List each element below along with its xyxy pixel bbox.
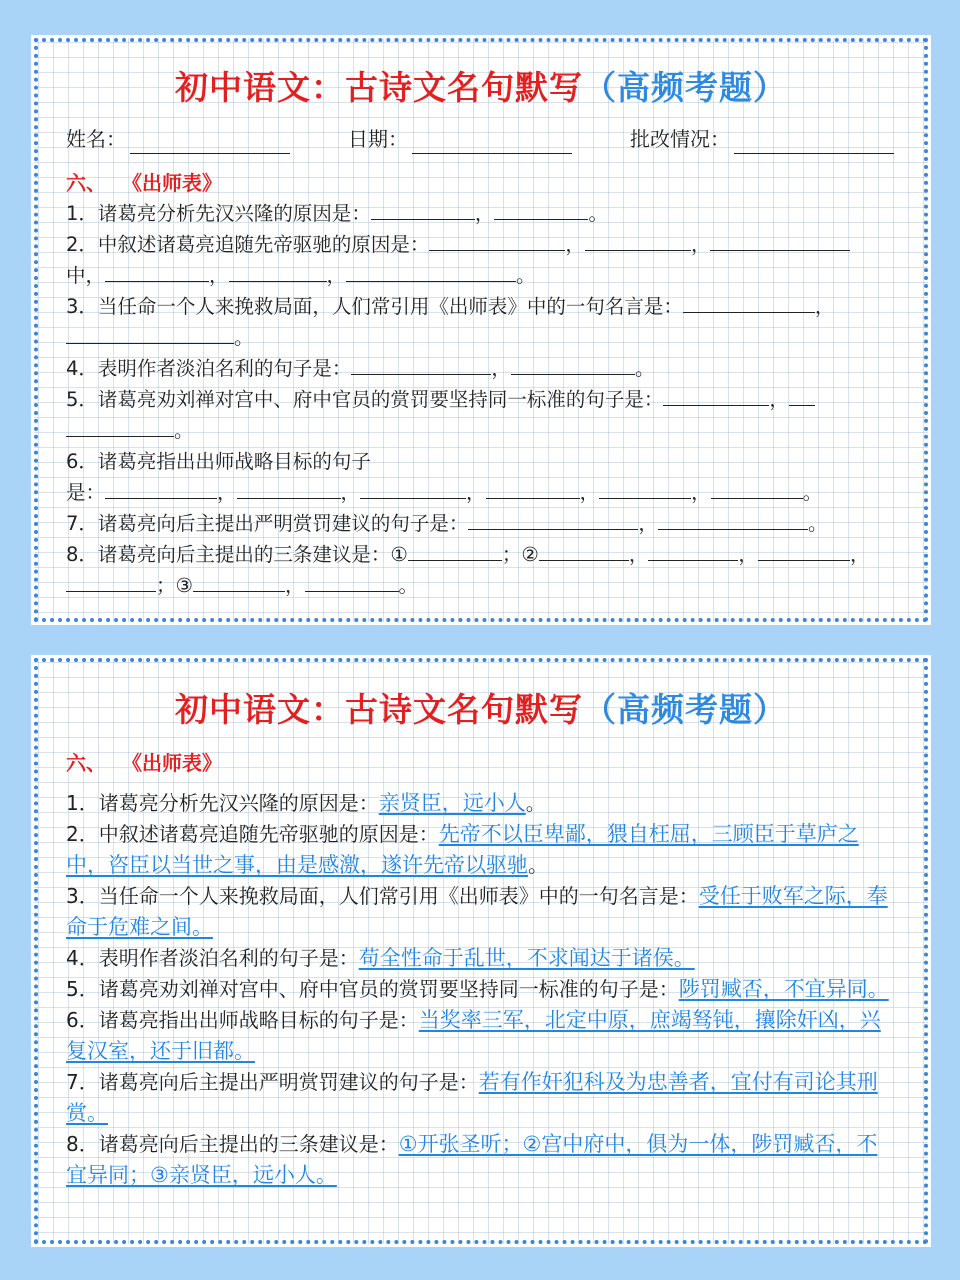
question-text: 7．诸葛亮向后主提出严明赏罚建议的句子是： (66, 1070, 479, 1094)
answer-blank[interactable] (511, 355, 635, 375)
answer-key-card (34, 658, 928, 1244)
review-field[interactable] (630, 124, 894, 154)
comma: ， (769, 388, 789, 411)
section-number: 六、 (66, 751, 106, 775)
answer-blank[interactable] (711, 479, 803, 499)
comma: ， (285, 574, 305, 597)
answer-key-title (66, 686, 896, 734)
student-info-row (66, 124, 896, 154)
answer-blank[interactable] (648, 541, 738, 561)
answer-blank[interactable] (494, 200, 588, 220)
comma: ， (217, 481, 237, 504)
answer-blank[interactable] (105, 479, 217, 499)
question-3 (66, 291, 896, 322)
section-name: 《出师表》 (132, 171, 222, 195)
answer-blank[interactable] (305, 572, 399, 592)
period: 。 (516, 264, 536, 287)
answer-item-7 (66, 1067, 896, 1129)
comma: ， (638, 512, 658, 535)
section-heading (66, 748, 896, 778)
answer-blank[interactable] (229, 262, 327, 282)
question-text: 4．表明作者淡泊名利的句子是： (66, 357, 352, 380)
answer-text: 受任于败军之际，奉命于危难之间。 (66, 884, 888, 939)
marker-3: ③ (175, 574, 193, 597)
period: 。 (525, 791, 546, 815)
comma: ， (579, 481, 600, 504)
period: 。 (588, 202, 608, 225)
date-label: 日期： (348, 127, 408, 151)
answer-blank[interactable] (346, 262, 516, 282)
answer-text: ①开张圣听；②宫中府中，俱为一体，陟罚臧否，不宜异同；③亲贤臣，远小人。 (66, 1132, 878, 1187)
period: 。 (398, 574, 419, 597)
comma: ， (340, 481, 361, 504)
section-heading (66, 168, 896, 198)
answer-blank[interactable] (66, 324, 234, 344)
question-text: 8．诸葛亮向后主提出的三条建议是： (66, 543, 391, 566)
question-text: 5．诸葛亮劝刘禅对宫中、府中官员的赏罚要坚持同一标准的句子是： (66, 977, 679, 1001)
question-text: 8．诸葛亮向后主提出的三条建议是： (66, 1132, 399, 1156)
answer-item-6 (66, 1005, 896, 1067)
answer-blank[interactable] (539, 541, 629, 561)
period: 。 (174, 419, 194, 442)
question-6-cont (66, 477, 896, 508)
answer-blank[interactable] (758, 541, 850, 561)
answer-blank[interactable] (351, 355, 491, 375)
answer-blank[interactable] (429, 231, 565, 251)
question-3-cont (66, 322, 896, 353)
question-text: 中， (66, 264, 106, 287)
answer-blank[interactable] (371, 200, 475, 220)
review-line[interactable] (734, 132, 894, 154)
answer-blank[interactable] (486, 479, 580, 499)
marker-1: ① (390, 543, 408, 566)
answer-blank[interactable] (789, 386, 815, 406)
answer-text: 当奖率三军，北定中原，庶竭驽钝，攘除奸凶，兴复汉室，还于旧都。 (66, 1008, 881, 1063)
comma: ， (849, 543, 870, 566)
answer-item-5 (66, 974, 896, 1005)
answer-text: 亲贤臣，远小人 (378, 791, 526, 815)
answer-blank[interactable] (193, 572, 285, 592)
question-8-cont (66, 570, 896, 601)
answer-blank[interactable] (663, 386, 769, 406)
question-4 (66, 353, 896, 384)
question-text: 3．当任命一个人来挽救局面，人们常引用《出师表》中的一句名言是： (66, 295, 683, 318)
comma: ， (814, 295, 835, 318)
period: 。 (807, 512, 828, 535)
marker-2: ② (521, 543, 539, 566)
answer-blank[interactable] (360, 479, 466, 499)
semicolon: ； (156, 574, 176, 597)
name-label: 姓名： (66, 127, 126, 151)
answer-blank[interactable] (683, 293, 815, 313)
answer-item-4 (66, 943, 896, 974)
section-name: 《出师表》 (132, 751, 222, 775)
question-6 (66, 446, 896, 477)
question-5-cont (66, 415, 896, 446)
question-text: 6．诸葛亮指出出师战略目标的句子是： (66, 1008, 419, 1032)
period: 。 (634, 357, 655, 380)
answer-item-8 (66, 1129, 896, 1191)
comma: ， (565, 233, 585, 256)
question-text: 5．诸葛亮劝刘禅对宫中、府中官员的赏罚要坚持同一标准的句子是： (66, 388, 664, 411)
comma: ， (628, 543, 649, 566)
title-tag: （高频考题） (583, 690, 787, 729)
question-text: 2．中叙述诸葛亮追随先帝驱驰的原因是： (66, 822, 439, 846)
answer-blank[interactable] (408, 541, 502, 561)
answer-blank[interactable] (237, 479, 341, 499)
question-2 (66, 229, 896, 260)
period: 。 (802, 481, 823, 504)
comma: ， (691, 481, 711, 504)
question-text: 2．中叙述诸葛亮追随先帝驱驰的原因是： (66, 233, 430, 256)
worksheet-card (34, 38, 928, 622)
answer-blank[interactable] (105, 262, 209, 282)
question-8 (66, 539, 896, 570)
answer-item-3 (66, 881, 896, 943)
answer-blank[interactable] (585, 231, 691, 251)
answer-text: 若有作奸犯科及为忠善者，宜付有司论其刑赏。 (66, 1070, 878, 1125)
question-7 (66, 508, 896, 539)
answer-blank[interactable] (658, 510, 808, 530)
answer-blank[interactable] (468, 510, 638, 530)
question-2-cont (66, 260, 896, 291)
comma: ， (738, 543, 758, 566)
answer-text: 苟全性命于乱世，不求闻达于诸侯。 (358, 946, 695, 970)
answer-blank[interactable] (66, 417, 174, 437)
title-main: 初中语文：古诗文名句默写 (175, 68, 583, 107)
review-label: 批改情况： (630, 127, 730, 151)
question-5 (66, 384, 896, 415)
date-field[interactable] (348, 124, 572, 154)
period: 。 (528, 853, 548, 877)
question-text: 是： (66, 481, 106, 504)
date-line[interactable] (412, 132, 572, 154)
comma: ， (474, 202, 495, 225)
answer-text: 先帝不以臣卑鄙，猥自枉屈，三顾臣于草庐之中，咨臣以当世之事，由是感激，遂许先帝以驱驰 (66, 822, 859, 877)
answer-blank[interactable] (710, 231, 850, 251)
answer-blank[interactable] (66, 572, 156, 592)
answer-item-1 (66, 788, 896, 819)
question-1 (66, 198, 896, 229)
question-text: 1．诸葛亮分析先汉兴隆的原因是： (66, 791, 379, 815)
comma: ， (491, 357, 511, 380)
title-tag: （高频考题） (583, 68, 787, 107)
section-number: 六、 (66, 171, 106, 195)
name-line[interactable] (130, 132, 290, 154)
question-text: 1．诸葛亮分析先汉兴隆的原因是： (66, 202, 371, 225)
name-field[interactable] (66, 124, 290, 154)
comma: ， (690, 233, 711, 256)
period: 。 (234, 326, 254, 349)
question-text: 7．诸葛亮向后主提出严明赏罚建议的句子是： (66, 512, 469, 535)
question-text: 3．当任命一个人来挽救局面，人们常引用《出师表》中的一句名言是： (66, 884, 699, 908)
semicolon: ； (501, 543, 522, 566)
question-text: 4．表明作者淡泊名利的句子是： (66, 946, 359, 970)
comma: ， (466, 481, 486, 504)
comma: ， (326, 264, 347, 287)
answer-item-2 (66, 819, 896, 881)
title-main: 初中语文：古诗文名句默写 (175, 690, 583, 729)
comma: ， (209, 264, 229, 287)
answer-blank[interactable] (599, 479, 691, 499)
answer-text: 陟罚臧否，不宜异同。 (678, 977, 889, 1001)
question-text: 6．诸葛亮指出出师战略目标的句子 (66, 450, 371, 473)
worksheet-title (66, 64, 896, 112)
